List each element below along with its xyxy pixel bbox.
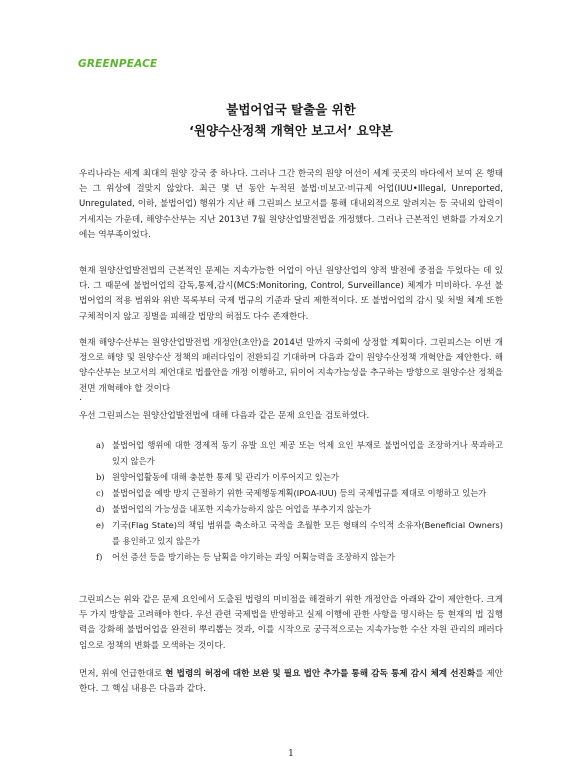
list-item — [96, 437, 503, 469]
document-title-line2: ‘원양수산정책 개혁안 보고서’ 요약본 — [189, 123, 393, 138]
list-item-text: 불법어업을 예방 방지 근절하기 위한 국제행동계획(IPOA-IUU) 등의 국제법규를 제대로 이행하고 있는가 — [112, 488, 487, 498]
document-title-line1: 불법어업국 탈출을 위한 — [226, 102, 356, 117]
list-marker: e) — [96, 520, 105, 530]
page-number: 1 — [288, 749, 294, 759]
paragraph-proposal: 현재 해양수산부는 원양산업발전법 개정안(초안)을 2014년 말까지 국회에 상정할 계획이다. 그린피스는 이번 개정으로 해양 및 원양수산 정책의 패러다임이 전환되길 기대하며 다음과 같이 원양수산정책 개혁안을 제안한다. 해양수산부는 보고서의 제언대로 법률안을 개정 이행하고, 뒤이어 지속가능성을 추구하는 방향으로 원양수산 정책을 전면 개혁해야 할 것이다 — [79, 338, 503, 394]
list-item — [96, 501, 503, 517]
list-marker: d) — [96, 504, 105, 514]
list-item-text: 기국(Flag State)의 책임 범위를 축소하고 국적을 초월한 모든 형태의 수익적 소유자(Beneficial Owners)를 용인하고 있지 않은가 — [112, 520, 503, 546]
list-item — [96, 549, 503, 565]
paragraph-intro: 우리나라는 세계 최대의 원양 강국 중 하나다. 그러나 그간 한국의 원양 어선이 세계 곳곳의 바다에서 보여 온 행태는 그 위상에 걸맞지 않았다. 최근 몇 년 동안 누적된 불법·비보고·비규제 어업(IUU•Illegal, Unreported, Unregulated, 이하, 불법어업) 행위가 지난 해 그린피스 보고서를 통해 대내외적으로 알려지는 등 국내외 압력이 거세지는 가운데, 해양수산부는 지난 2013년 7월 원양산업발전법을 개정했다. 그러나 근본적인 변화를 가져오기에는 역부족이었다. — [79, 169, 503, 240]
final-lead-text: 먼저, 위에 언급한대로 — [79, 669, 166, 679]
list-item-text: 불법어업의 가능성을 내포한 지속가능하지 않은 어업을 부추기지 않는가 — [112, 504, 371, 514]
paragraph-problem: 현재 원양산업발전법의 근본적인 문제는 지속가능한 어업이 아닌 원양산업의 양적 발전에 중점을 두었다는 데 있다. 그 때문에 불법어업의 감독,통제,감시(MCS:Monitoring, Control, Surveillance) 체계가 미비하다. 우선 불법어업의 적용 범위와 위반 목록부터 국제 법규의 기준과 달리 제한적이다. 또 불법어업의 감시 및 처벌 체계 또한 구체적이지 않고 징벌을 피해갈 법망의 허점도 다수 존재한다. — [79, 266, 503, 322]
paragraph-final — [79, 667, 503, 697]
paragraph-amendment: 그린피스는 위와 같은 문제 요인에서 도출된 법령의 미비점을 해결하기 위한 개정안을 아래와 같이 제안한다. 크게 두 가지 방향을 고려해야 한다. 우선 관련 국제법을 반영하고 실제 이행에 관한 사항을 명시하는 등 현재의 법 집행력을 강화해 불법어업을 완전히 뿌리뽑는 것과, 이를 시작으로 궁극적으로는 지속가능한 수산 자원 관리의 패러다임으로 정책의 변화를 모색하는 것이다. — [79, 595, 503, 651]
final-bold-text: 현 법령의 허점에 대한 보완 및 필요 법안 추가를 통해 감독 통제 감시 체계 선진화 — [165, 669, 476, 679]
list-item — [96, 469, 503, 485]
final-tail-text: 를 제안한다. 그 핵심 내용은 다음과 같다. — [79, 669, 503, 695]
list-item-text: 어선 증선 등을 방기하는 등 남획을 야기하는 과잉 어획능력을 조장하지 않는가 — [112, 552, 395, 562]
paragraph-review-intro: 우선 그린피스는 원양산업발전법에 대해 다음과 같은 문제 요인을 검토하였다. — [79, 411, 370, 421]
list-marker: c) — [96, 488, 104, 498]
issue-list — [96, 437, 503, 565]
list-item — [96, 485, 503, 501]
list-item-text: 원양어업활동에 대해 충분한 통제 및 관리가 이루어지고 있는가 — [112, 472, 339, 482]
greenpeace-logo: GREENPEACE — [78, 58, 158, 70]
list-marker: f) — [96, 552, 103, 562]
list-item-text: 불법어업 행위에 대한 경제적 동기 유발 요인 제공 또는 억제 요인 부재로 불법어업을 조장하거나 묵과하고 있지 않은가 — [112, 440, 503, 466]
stray-dot: . — [79, 393, 82, 403]
list-marker: a) — [96, 440, 105, 450]
list-marker: b) — [96, 472, 105, 482]
list-item — [96, 517, 503, 549]
